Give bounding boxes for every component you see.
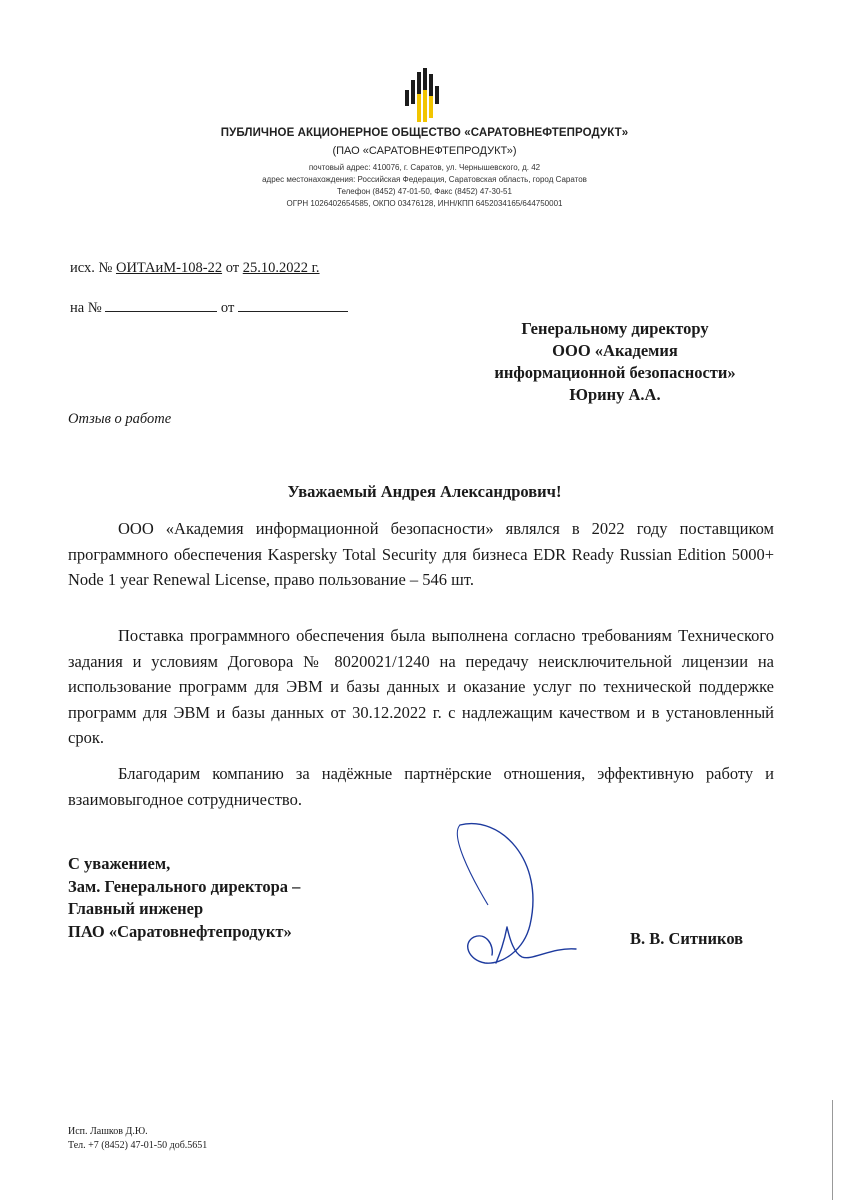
executor-name: Исп. Лашков Д.Ю. — [68, 1126, 148, 1137]
incoming-prefix: на № — [70, 300, 102, 316]
outgoing-reference — [70, 260, 320, 277]
incoming-from: от — [220, 300, 235, 316]
closing-block — [68, 853, 300, 943]
closing-line: С уважением, — [68, 854, 171, 873]
registration-codes: ОГРН 1026402654585, ОКПО 03476128, ИНН/КПП 6452034165/644750001 — [286, 199, 563, 208]
paragraph: ООО «Академия информационной безопасности» являлся в 2022 году поставщиком программного обеспечения Kaspersky Total Security для бизнеса EDR Ready Russian Edition 5000+ Node 1 year Renewal License, право пользование – 546 шт. — [68, 519, 774, 589]
closing-line: Главный инженер — [68, 899, 204, 918]
location-address: адрес местонахождения: Российская Федерация, Саратовская область, город Саратов — [262, 175, 587, 184]
company-logo-icon — [404, 68, 442, 122]
postal-address: почтовый адрес: 410076, г. Саратов, ул. Чернышевского, д. 42 — [308, 163, 541, 172]
paragraph: Поставка программного обеспечения была выполнена согласно требованиям Технического задания и условиям Договора № 8020021/1240 на передачу неисключительной лицензии на использование программ для ЭВМ и базы данных и оказание услуг по технической поддержке программ для ЭВМ и базы данных от 30.12.2022 г. с надлежащим качеством и в установленный срок. — [68, 626, 774, 747]
addressee-block — [450, 318, 780, 406]
executor-block — [68, 1125, 207, 1153]
incoming-date-blank — [238, 299, 348, 312]
incoming-number-blank — [105, 299, 217, 312]
date-prefix: от — [225, 260, 240, 276]
greeting: Уважаемый Андрея Александрович! — [287, 482, 562, 501]
body-paragraph-2 — [68, 623, 774, 751]
closing-line: Зам. Генерального директора – — [68, 876, 301, 896]
body-paragraph-3 — [68, 761, 774, 812]
signer-name: В. В. Ситников — [630, 929, 744, 948]
company-name: ПУБЛИЧНОЕ АКЦИОНЕРНОЕ ОБЩЕСТВО «САРАТОВНЕФТЕПРОДУКТ» — [220, 127, 629, 139]
outgoing-number: ОИТАиМ-108-22 — [115, 260, 223, 276]
executor-phone: Тел. +7 (8452) 47-01-50 доб.5651 — [68, 1140, 208, 1151]
company-short-name: (ПАО «САРАТОВНЕФТЕПРОДУКТ») — [332, 145, 517, 157]
letter-subject: Отзыв о работе — [68, 411, 172, 427]
phone-fax: Телефон (8452) 47-01-50, Факс (8452) 47-30-51 — [337, 187, 512, 196]
closing-line: ПАО «Саратовнефтепродукт» — [68, 921, 292, 941]
addressee-line: Генеральному директору — [521, 319, 709, 338]
paragraph: Благодарим компанию за надёжные партнёрские отношения, эффективную работу и взаимовыгодное сотрудничество. — [68, 764, 774, 809]
signature-icon — [440, 815, 580, 975]
addressee-line: ООО «Академия — [552, 341, 678, 360]
incoming-reference — [70, 299, 348, 317]
scan-edge-divider — [832, 1100, 833, 1200]
addressee-line: Юрину А.А. — [569, 385, 661, 404]
outgoing-date: 25.10.2022 г. — [242, 260, 320, 276]
body-paragraph-1 — [68, 516, 774, 593]
addressee-line: информационной безопасности» — [494, 363, 736, 382]
outgoing-prefix: исх. № — [70, 260, 113, 276]
